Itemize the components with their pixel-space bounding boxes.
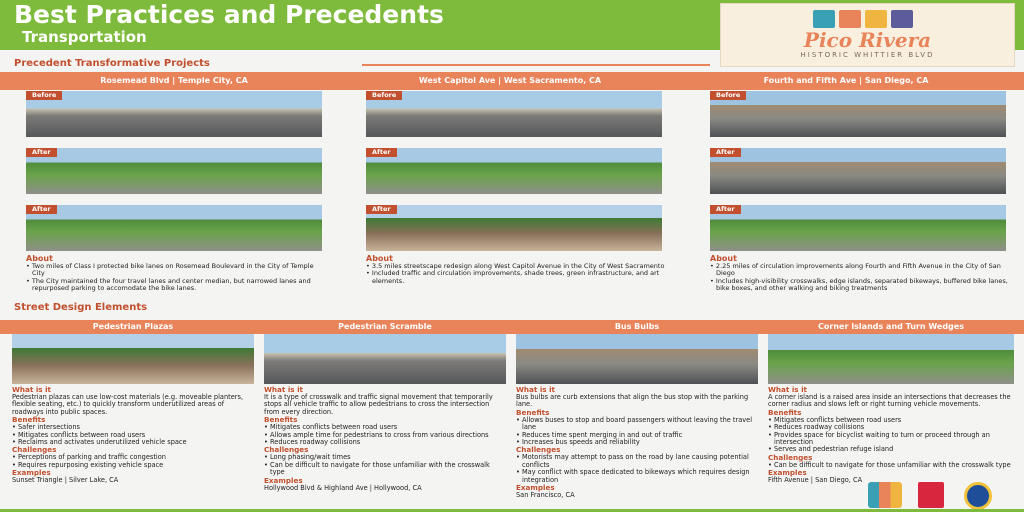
photo-before <box>26 91 322 137</box>
city-seal-icon <box>964 482 992 510</box>
about-item: • Includes high-visibility crosswalks, edge islands, separated bikeways, buffered bike lanes, bike boxes, and other walking and biking treatments <box>710 276 1008 293</box>
about-text <box>366 263 666 285</box>
benefit-item: • Mitigates conflicts between road users <box>12 430 146 439</box>
benefit-item: • Reduces roadway collisions <box>768 423 865 432</box>
pedestrian-scramble-photo <box>264 334 506 384</box>
examples-text: Sunset Triangle | Silver Lake, CA <box>12 476 119 485</box>
footer-logos <box>868 482 1018 510</box>
challenges-label: Challenges <box>516 445 561 455</box>
project-location: West Capitol Ave | West Sacramento, CA <box>418 76 602 85</box>
challenge-item: • Requires repurposing existing vehicle space <box>12 460 164 469</box>
benefit-item: • Allows buses to stop and board passengers without leaving the travel lane <box>516 415 753 432</box>
benefit-item: • Increases bus speeds and reliability <box>516 438 640 447</box>
column-title: Bus Bulbs <box>614 322 660 331</box>
benefit-item: • Mitigates conflicts between road users <box>768 415 902 424</box>
benefits-label: Benefits <box>768 407 802 417</box>
examples-label: Examples <box>768 468 807 478</box>
photo-after <box>710 205 1006 251</box>
examples-text: Fifth Avenue | San Diego, CA <box>768 476 863 485</box>
before-tag: Before <box>710 91 746 100</box>
about-heading: About <box>366 254 393 263</box>
photo-after <box>366 205 662 251</box>
column-text <box>768 386 1014 485</box>
column-text <box>264 386 506 492</box>
challenges-label: Challenges <box>768 452 813 462</box>
about-item: • Included traffic and circulation improvements, shade trees, green infrastructure, and art elements. <box>366 269 660 285</box>
after-tag: After <box>710 205 741 214</box>
after-tag: After <box>366 205 397 214</box>
column-text <box>516 386 758 499</box>
about-heading: About <box>710 254 737 263</box>
before-tag: Before <box>366 91 402 100</box>
section-divider <box>362 64 710 66</box>
after-tag: After <box>710 148 741 157</box>
what-label: What is it <box>768 385 807 394</box>
page-title: Best Practices and Precedents <box>14 0 444 29</box>
benefits-label: Benefits <box>264 415 298 425</box>
about-text <box>26 263 326 293</box>
benefit-item: • Mitigates conflicts between road users <box>264 423 398 432</box>
challenge-item: • Motorists may attempt to pass on the road by lane causing potential conflicts <box>516 453 749 469</box>
precedents-title: Precedent Transformative Projects <box>14 58 210 69</box>
photo-before <box>710 91 1006 137</box>
bus-bulb-photo <box>516 334 758 384</box>
project-location: Fourth and Fifth Ave | San Diego, CA <box>763 76 929 85</box>
challenge-item: • Long phasing/wait times <box>264 453 351 462</box>
challenge-item: • May conflict with space dedicated to bikeways which requires design integration <box>516 468 750 484</box>
what-text: It is a type of crosswalk and traffic signal movement that temporarily stops all vehicle traffic to allow pedestrians to cross the intersection from every direction. <box>264 393 493 416</box>
column-title: Corner Islands and Turn Wedges <box>818 322 964 331</box>
benefits-label: Benefits <box>12 415 46 425</box>
benefit-item: • Reclaims and activates underutilized vehicle space <box>12 438 187 447</box>
column-title: Pedestrian Plazas <box>92 322 174 331</box>
about-item: • 3.5 miles streetscape redesign along West Capitol Avenue in the City of West Sacramento <box>366 262 665 270</box>
examples-text: Hollywood Blvd & Highland Ave | Hollywood, CA <box>264 483 422 492</box>
what-text: A corner island is a raised area inside an intersections that decreases the corner radius and slows left or right turning vehicle movements. <box>768 393 1011 409</box>
r-logo-icon <box>918 482 944 508</box>
page-subtitle: Transportation <box>22 28 147 46</box>
corner-island-photo <box>768 334 1014 384</box>
what-text: Bus bulbs are curb extensions that align the bus stop with the parking lane. <box>516 393 749 409</box>
about-item: • Two miles of Class I protected bike lanes on Rosemead Boulevard in the City of Temple City <box>26 262 314 278</box>
partner-logo-icon <box>868 482 902 508</box>
benefit-item: • Reduces roadway collisions <box>264 438 361 447</box>
about-item: • 2.25 miles of circulation improvements along Fourth and Fifth Avenue in the City of San Diego <box>710 262 1001 278</box>
photo-after <box>710 148 1006 194</box>
after-tag: After <box>366 148 397 157</box>
what-label: What is it <box>12 385 51 394</box>
about-heading: About <box>26 254 53 263</box>
about-text <box>710 263 1010 293</box>
pico-rivera-logo <box>720 3 1015 67</box>
what-label: What is it <box>264 385 303 394</box>
what-label: What is it <box>516 385 555 394</box>
benefit-item: • Safer intersections <box>12 423 80 432</box>
benefit-item: • Allows ample time for pedestrians to cross from various directions <box>264 430 489 439</box>
photo-after <box>26 148 322 194</box>
column-text <box>12 386 254 485</box>
photo-before <box>366 91 662 137</box>
street-design-title: Street Design Elements <box>14 302 148 313</box>
examples-label: Examples <box>516 483 555 493</box>
after-tag: After <box>26 148 57 157</box>
benefit-item: • Provides space for bicyclist waiting to turn or proceed through an intersection <box>768 430 990 447</box>
photo-after <box>26 205 322 251</box>
challenges-label: Challenges <box>264 445 309 455</box>
examples-label: Examples <box>264 475 303 485</box>
project-location: Rosemead Blvd | Temple City, CA <box>100 76 248 85</box>
logo-tagline: HISTORIC WHITTIER BLVD <box>800 51 935 59</box>
what-text: Pedestrian plazas can use low-cost materials (e.g. moveable planters, flexible seating, etc.) to quickly transform underutilized areas of roadways into public spaces. <box>12 393 244 416</box>
logo-name: Pico Rivera <box>803 28 932 52</box>
after-tag: After <box>26 205 57 214</box>
before-tag: Before <box>26 91 62 100</box>
challenge-item: • Perceptions of parking and traffic congestion <box>12 453 166 462</box>
benefit-item: • Serves and pedestrian refuge island <box>768 445 894 454</box>
about-item: • The City maintained the four travel lanes and center median, but narrowed lanes and repurposed parking to accomodate the bike lanes. <box>26 276 311 293</box>
challenges-label: Challenges <box>12 445 57 455</box>
examples-text: San Francisco, CA <box>516 491 575 500</box>
column-title: Pedestrian Scramble <box>338 322 432 331</box>
logo-mark-icon <box>813 10 913 28</box>
benefits-label: Benefits <box>516 407 550 417</box>
benefit-item: • Reduces time spent merging in and out of traffic <box>516 430 683 439</box>
challenge-item: • Can be difficult to navigate for those unfamiliar with the crosswalk type <box>264 460 490 477</box>
pedestrian-plaza-photo <box>12 334 254 384</box>
challenge-item: • Can be difficult to navigate for those unfamiliar with the crosswalk type <box>768 460 1011 469</box>
photo-after <box>366 148 662 194</box>
examples-label: Examples <box>12 468 51 478</box>
